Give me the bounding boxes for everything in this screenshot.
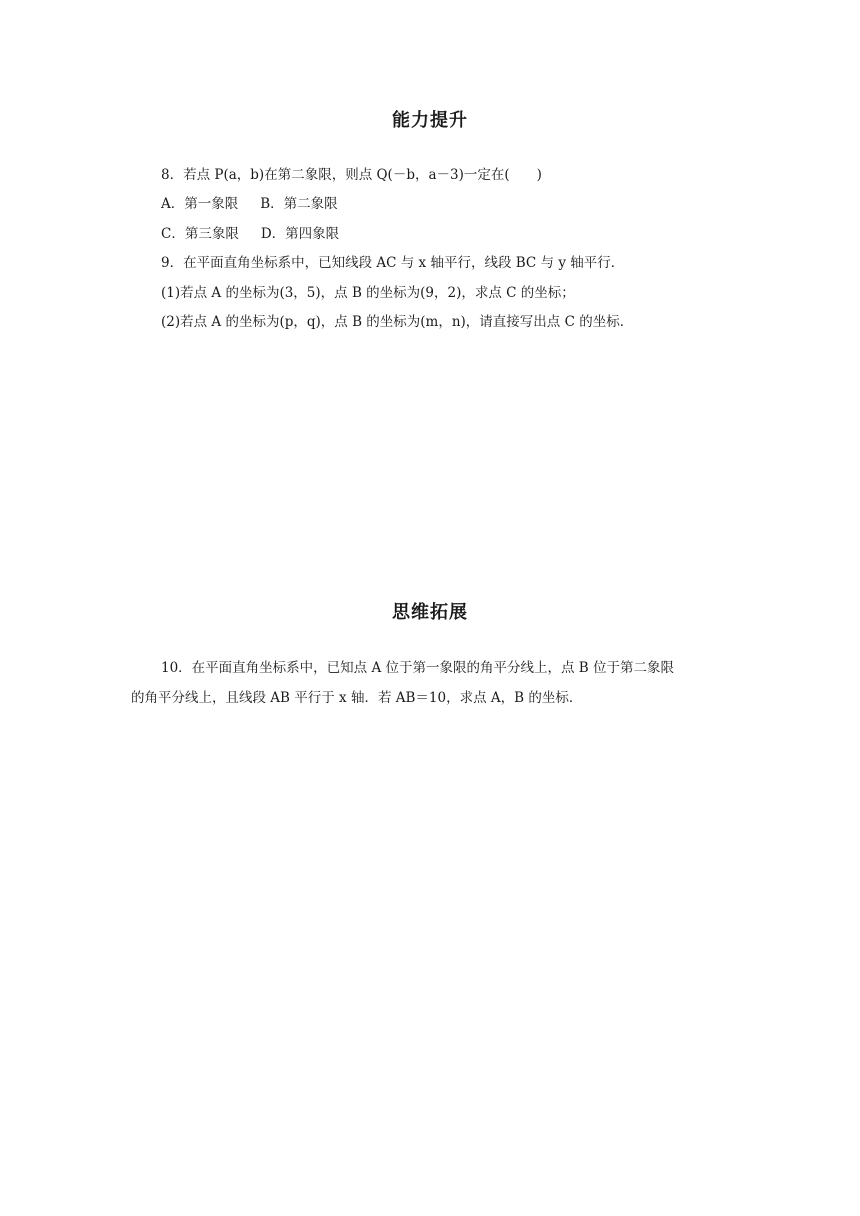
section-title-ability: 能力提升 xyxy=(392,110,468,131)
question-10-line-2: 的角平分线上，且线段 AB 平行于 x 轴．若 AB＝10，求点 A，B 的坐标． xyxy=(131,690,583,706)
option-d: D．第四象限 xyxy=(260,226,340,242)
question-9-part-2: (2)若点 A 的坐标为(p，q)，点 B 的坐标为(m，n)，请直接写出点 C 的坐标． xyxy=(161,314,634,330)
question-10-line-1: 10．在平面直角坐标系中，已知点 A 位于第一象限的角平分线上，点 B 位于第二象限 xyxy=(161,660,675,676)
option-b: B．第二象限 xyxy=(260,196,338,212)
question-9-stem: 9．在平面直角坐标系中，已知线段 AC 与 x 轴平行，线段 BC 与 y 轴平行． xyxy=(161,255,625,271)
question-8-options-row-2 xyxy=(161,224,339,244)
question-9-part-1: (1)若点 A 的坐标为(3，5)，点 B 的坐标为(9，2)，求点 C 的坐标； xyxy=(161,285,575,301)
option-a: A．第一象限 xyxy=(161,196,239,212)
question-8-options-row-1 xyxy=(161,194,338,214)
option-c: C．第三象限 xyxy=(161,226,239,242)
question-8-stem: 8．若点 P(a，b)在第二象限，则点 Q(－b，a－3)一定在( ) xyxy=(161,167,542,183)
section-title-thinking: 思维拓展 xyxy=(392,602,468,623)
